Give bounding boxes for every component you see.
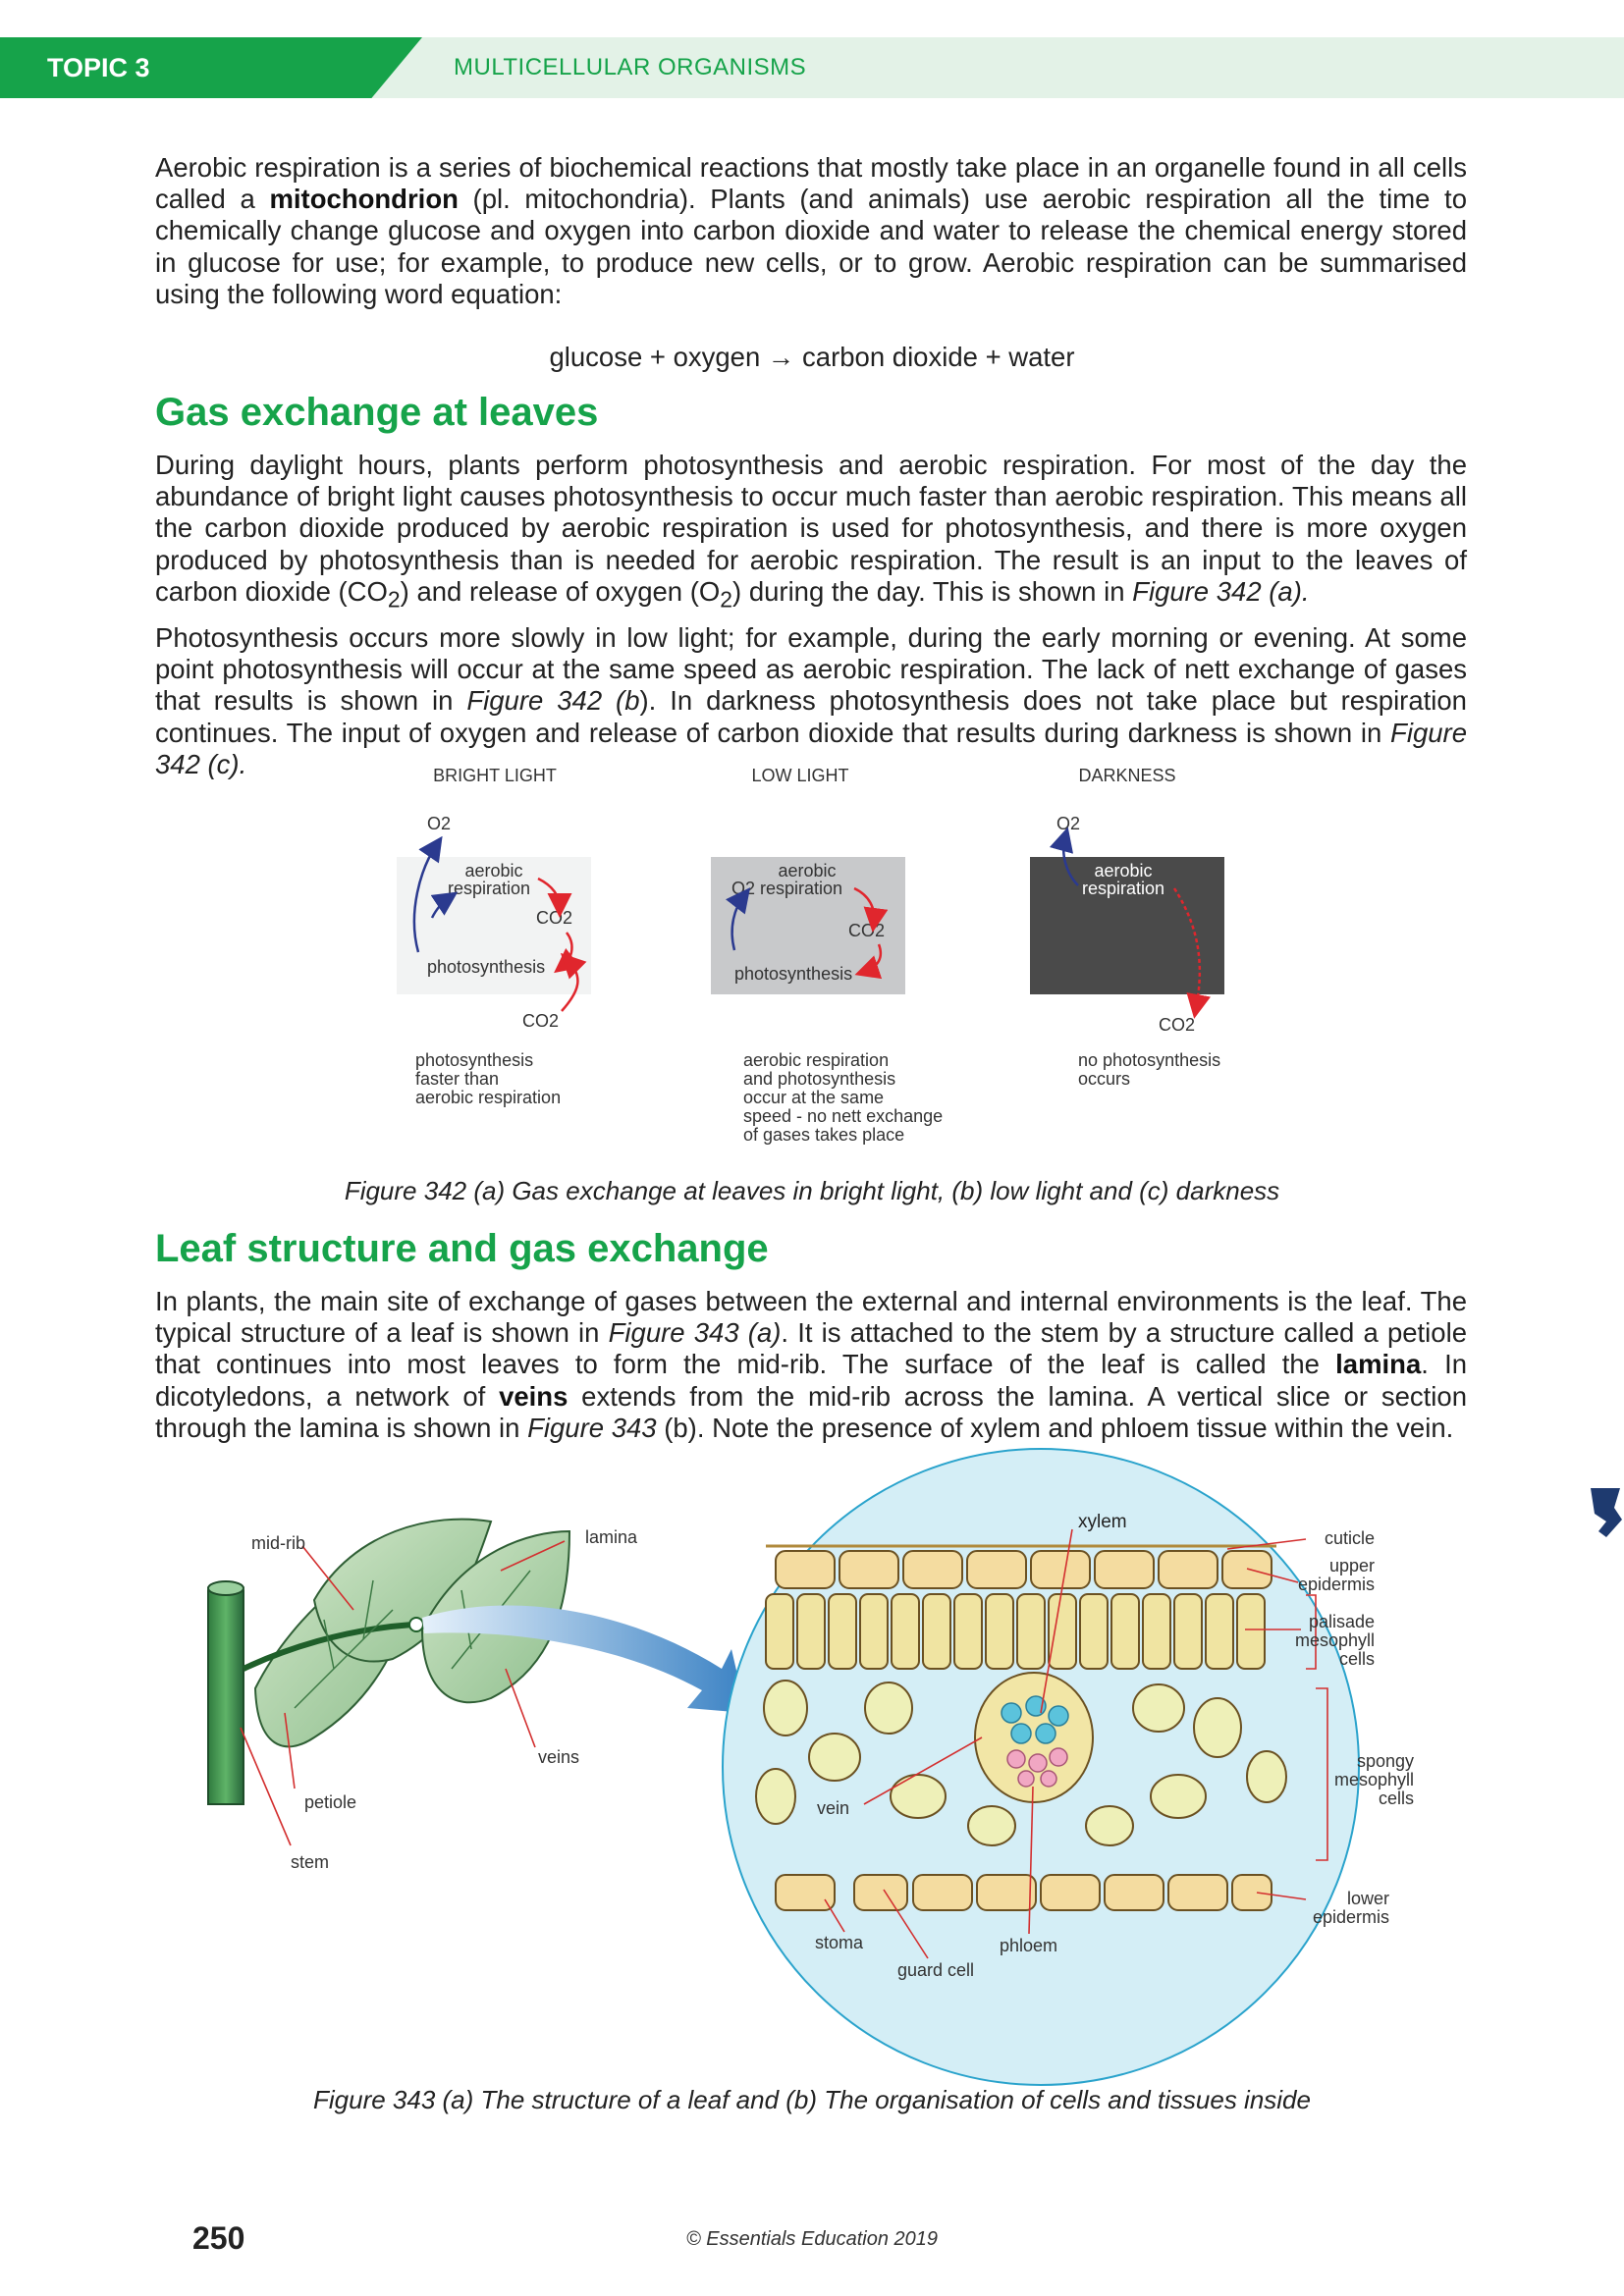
word-equation: glucose + oxygen → carbon dioxide + water [549,342,1075,372]
label-palisade: cells [1338,1649,1375,1669]
panel-desc: faster than [415,1069,500,1089]
panel-title-bright: BRIGHT LIGHT [433,766,557,785]
gas-exchange-paragraph-2: Photosynthesis occurs more slowly in low light; for example, during the early morning or evening. At some point photosynthesis will occur at the same speed as aerobic respiration. The lack of nett exchange of gases that results is shown in Figure 342 (b). In darkness photosynthesis does not take place but respiration continues. The input of oxygen and release of carbon dioxide that results during darkness is shown in Figure 342 (c). [155,622,1467,779]
o2-label: O2 [1056,814,1081,833]
panel-desc: of gases takes place [743,1125,905,1145]
panel-desc: no photosynthesis [1078,1050,1221,1070]
heading-leaf-structure: Leaf structure and gas exchange [155,1227,769,1270]
term-veins: veins [499,1380,568,1412]
gas-exchange-paragraph-1: During daylight hours, plants perform photosynthesis and aerobic respiration. For most of the day the abundance of bright light causes photosynthesis to occur much faster than aerobic respiration. This means all the carbon dioxide produced by aerobic respiration is used for photosynthesis, and there is more oxygen produced by photosynthesis than is needed for aerobic respiration. The result is an input to the leaves of carbon dioxide $(CO_2)$ and release of oxygen $(O_2)$ during the day. This is shown in Figure 342 (a). [155,450,1467,613]
label-cuticle: cuticle [1324,1528,1375,1548]
label-spongy: mesophyll [1333,1770,1414,1789]
page-number: 250 [192,2220,245,2256]
label-phloem: phloem [1000,1936,1058,1955]
label-stem: stem [291,1852,330,1872]
resp-label: aerobic [778,861,837,881]
panel-desc: aerobic respiration [415,1088,562,1107]
heading-gas-exchange: Gas exchange at leaves [155,391,599,434]
label-xylem: xylem [1078,1512,1127,1532]
figure-ref: Figure 342 (c). [155,717,1467,779]
panel-title-low: LOW LIGHT [751,766,849,785]
stem-shape [208,1582,244,1804]
term-lamina: lamina [1335,1349,1422,1380]
label-midrib: mid-rib [251,1533,306,1553]
resp-label: aerobic [464,861,523,881]
label-palisade: mesophyll [1294,1630,1375,1650]
label-upper-epidermis: upper [1328,1556,1375,1575]
chapter-title: MULTICELLULAR ORGANISMS [454,54,807,80]
logo-shape [1591,1488,1622,1537]
copyright: © Essentials Education 2019 [685,2228,938,2250]
panel-desc: occurs [1078,1069,1131,1089]
label-veins: veins [538,1747,580,1767]
photo-label: photosynthesis [427,957,546,977]
resp-label: respiration [759,879,843,898]
label-spongy: cells [1378,1789,1414,1808]
panel-desc: occur at the same [743,1088,885,1107]
panel-desc: photosynthesis [415,1050,534,1070]
topic-label: TOPIC 3 [47,53,150,82]
panel-desc: and photosynthesis [743,1069,896,1089]
figure-343-caption: Figure 343 (a) The structure of a leaf and (b) The organisation of cells and tissues inside [313,2085,1311,2114]
label-vein: vein [817,1798,850,1818]
intro-paragraph: Aerobic respiration is a series of biochemical reactions that mostly take place in an organelle found in all cells called a mitochondrion (pl. mitochondria). Plants (and animals) use aerobic respiration all the time to chemically change glucose and oxygen into carbon dioxide and water to release the chemical energy stored in glucose for use; for example, to produce new cells, or to grow. Aerobic respiration can be summarised using the following word equation: [155,152,1467,309]
label-guard-cell: guard cell [897,1960,975,1980]
figure-ref: Figure 342 (a). [1132,575,1310,607]
label-petiole: petiole [304,1792,357,1812]
figure-ref: Figure 342 (b [466,685,640,717]
co2-label: CO2 [1159,1015,1196,1035]
co2-label: CO2 [536,908,573,928]
photo-label: photosynthesis [734,964,853,984]
o2-label: O2 [731,879,756,898]
co2-label: CO2 [848,921,886,940]
resp-label: aerobic [1094,861,1153,881]
panel-desc: aerobic respiration [743,1050,890,1070]
side-tab-icon [1587,1482,1624,1545]
o2-label: O2 [427,814,452,833]
leaf-illustration [208,1520,569,1804]
figure-ref: Figure 343 (a) [608,1317,782,1349]
panel-desc: speed - no nett exchange [743,1106,944,1126]
leaf-structure-paragraph: In plants, the main site of exchange of gases between the external and internal environments is the leaf. The typical structure of a leaf is shown in Figure 343 (a). It is attached to the stem by a structure called a petiole that continues into most leaves to form the mid-rib. The surface of the leaf is called the lamina. In dicotyledons, a network of veins extends from the mid-rib across the lamina. A vertical slice or section through the lamina is shown in Figure 343 (b). Note the presence of xylem and phloem tissue within the vein. [155,1286,1468,1443]
label-lamina: lamina [585,1527,638,1547]
co2-label: CO2 [522,1011,560,1031]
label-upper-epidermis: epidermis [1297,1575,1375,1594]
figure-ref: Figure 343 [527,1412,657,1443]
figure-342-caption: Figure 342 (a) Gas exchange at leaves in bright light, (b) low light and (c) darkness [344,1176,1280,1205]
label-lower-epidermis: epidermis [1312,1907,1389,1927]
panel-title-dark: DARKNESS [1078,766,1176,785]
resp-label: respiration [447,879,531,898]
label-lower-epidermis: lower [1346,1889,1389,1908]
label-stoma: stoma [815,1933,864,1952]
label-spongy: spongy [1356,1751,1414,1771]
label-palisade: palisade [1308,1612,1375,1631]
resp-label: respiration [1081,879,1165,898]
term-mitochondrion: mitochondrion [269,184,459,215]
